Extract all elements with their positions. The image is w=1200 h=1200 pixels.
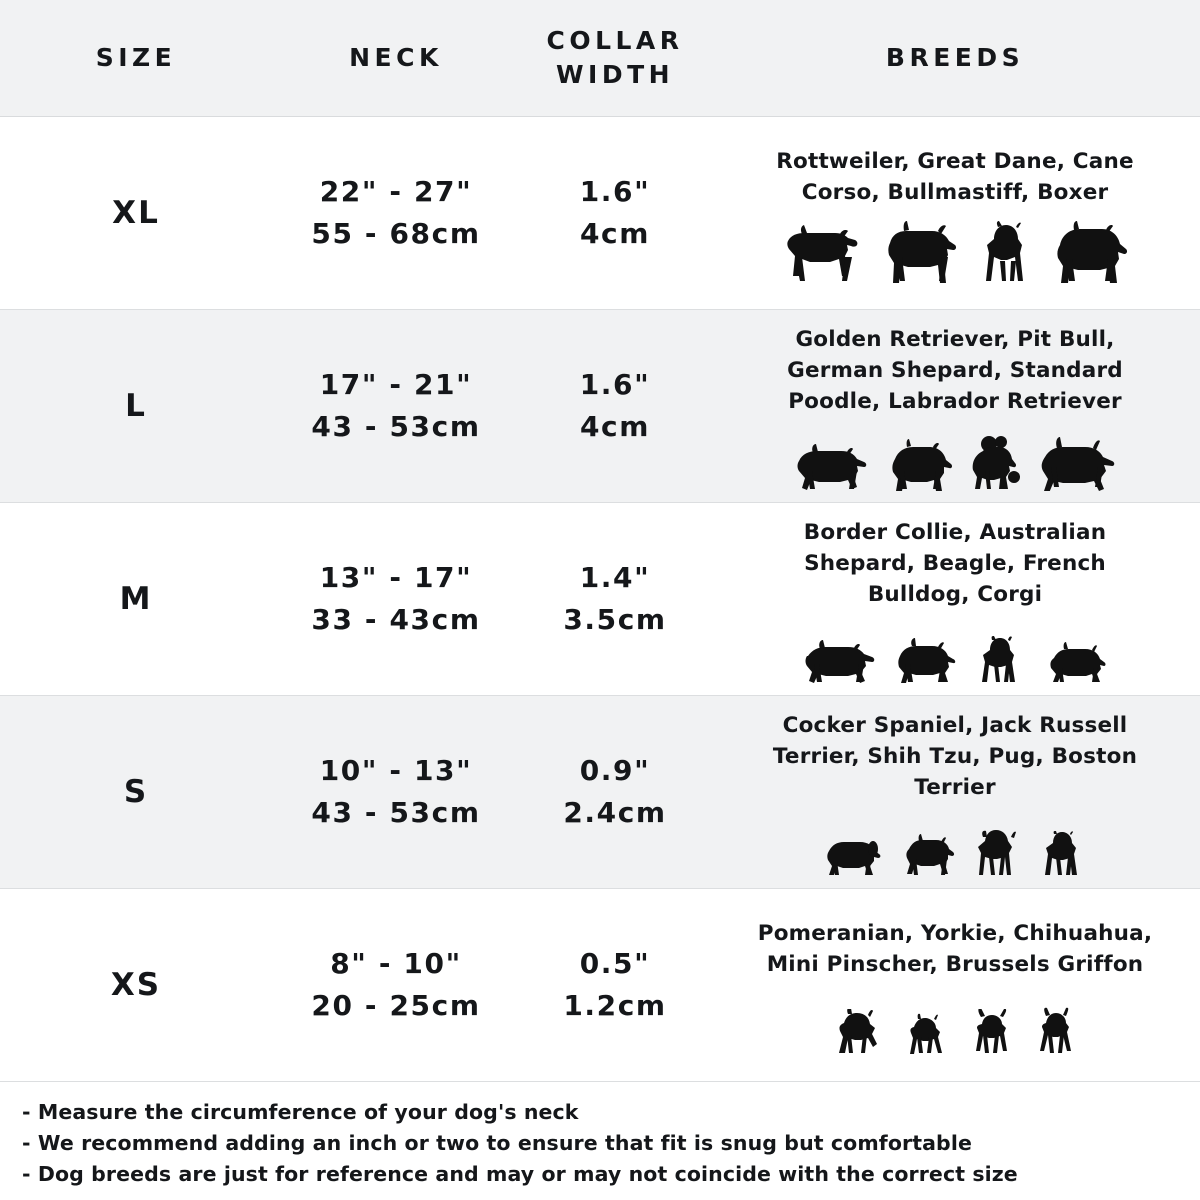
neck-cm: 55 - 68cm [311, 217, 481, 251]
rottweiler-silhouette [782, 223, 868, 283]
breed-silhouette-group [782, 217, 1128, 283]
size-label: XS [110, 967, 162, 1004]
breeds-cell [710, 889, 1200, 1081]
pomeranian-silhouette [830, 1009, 888, 1055]
bullmastiff-silhouette [1052, 221, 1128, 283]
note-measure: - Measure the circumference of your dog's neck [22, 1100, 579, 1125]
size-label: L [125, 388, 147, 425]
great-dane-silhouette [882, 221, 962, 283]
size-cell [0, 503, 272, 695]
column-header-breeds: BREEDS [885, 43, 1025, 73]
collar-width-cm: 4cm [579, 217, 651, 251]
cane-corso-silhouette [976, 221, 1038, 283]
golden-retriever-silhouette [793, 439, 871, 491]
chihuahua-silhouette [966, 1009, 1018, 1055]
neck-cm: 43 - 53cm [311, 410, 481, 444]
column-header-collar-width [520, 0, 710, 116]
shih-tzu-silhouette [971, 829, 1023, 877]
neck-cell [272, 503, 520, 695]
collar-width-inches: 1.6" [579, 175, 651, 209]
column-header-neck: NECK [349, 43, 443, 73]
collar-width-inches: 1.6" [579, 368, 651, 402]
neck-inches: 13" - 17" [319, 561, 473, 595]
german-shepard-silhouette [1037, 437, 1117, 491]
corgi-silhouette [1044, 642, 1108, 684]
breeds-cell [710, 117, 1200, 309]
table-row [0, 503, 1200, 696]
note-recommendation: - We recommend adding an inch or two to ensure that fit is snug but comfortable [22, 1131, 972, 1156]
breeds-list: Golden Retriever, Pit Bull, German Shepard, Standard Poodle, Labrador Retriever [787, 326, 1123, 414]
neck-cm: 43 - 53cm [311, 796, 481, 830]
table-body [0, 117, 1200, 1082]
collar-width-cell [520, 310, 710, 502]
neck-inches: 17" - 21" [319, 368, 473, 402]
size-cell [0, 889, 272, 1081]
breeds-list: Cocker Spaniel, Jack Russell Terrier, Shih Tzu, Pug, Boston Terrier [772, 712, 1138, 800]
breed-silhouette-group [821, 811, 1089, 877]
neck-cell [272, 117, 520, 309]
size-cell [0, 696, 272, 888]
neck-inches: 10" - 13" [319, 754, 473, 788]
beagle-silhouette [892, 638, 958, 684]
table-row [0, 310, 1200, 503]
poodle-silhouette [967, 435, 1023, 491]
column-header-collar-width-line1: COLLAR [546, 26, 684, 56]
neck-inches: 22" - 27" [319, 175, 473, 209]
cocker-spaniel-silhouette [821, 835, 885, 877]
size-label: XL [112, 195, 160, 232]
column-header-size: SIZE [95, 43, 177, 73]
breeds-list: Border Collie, Australian Shepard, Beagle, French Bulldog, Corgi [803, 519, 1107, 607]
collar-width-cm: 4cm [579, 410, 651, 444]
collar-width-cell [520, 889, 710, 1081]
pug-silhouette [1037, 831, 1089, 877]
collar-width-inches: 0.9" [579, 754, 651, 788]
neck-cm: 20 - 25cm [311, 989, 481, 1023]
mini-pinscher-silhouette [1032, 1007, 1080, 1055]
table-row [0, 889, 1200, 1082]
collar-width-inches: 1.4" [579, 561, 651, 595]
collar-width-cm: 2.4cm [563, 796, 667, 830]
size-label: S [123, 774, 149, 811]
collar-width-cell [520, 696, 710, 888]
neck-cell [272, 696, 520, 888]
jack-russell-terrier-silhouette [899, 833, 957, 877]
neck-cell [272, 889, 520, 1081]
size-cell [0, 117, 272, 309]
breeds-list: Pomeranian, Yorkie, Chihuahua, Mini Pinscher, Brussels Griffon [757, 921, 1153, 978]
neck-cm: 33 - 43cm [311, 603, 481, 637]
collar-width-cell [520, 117, 710, 309]
footer-notes [0, 1082, 1200, 1200]
collar-width-cell [520, 503, 710, 695]
collar-width-inches: 0.5" [579, 947, 651, 981]
breeds-cell [710, 503, 1200, 695]
neck-inches: 8" - 10" [330, 947, 462, 981]
breed-silhouette-group [793, 425, 1117, 491]
table-row [0, 696, 1200, 889]
pit-bull-silhouette [885, 439, 953, 491]
yorkie-silhouette [902, 1013, 952, 1055]
table-header-row [0, 0, 1200, 117]
breed-silhouette-group [802, 618, 1108, 684]
collar-width-cm: 1.2cm [563, 989, 667, 1023]
table-row [0, 117, 1200, 310]
breed-silhouette-group [830, 989, 1080, 1055]
size-cell [0, 310, 272, 502]
border-collie-silhouette [802, 638, 878, 684]
note-reference: - Dog breeds are just for reference and may or may not coincide with the correct size [22, 1162, 1018, 1187]
breeds-cell [710, 310, 1200, 502]
neck-cell [272, 310, 520, 502]
breeds-list: Rottweiler, Great Dane, Cane Corso, Bullmastiff, Boxer [776, 149, 1134, 206]
collar-width-cm: 3.5cm [563, 603, 667, 637]
breeds-cell [710, 696, 1200, 888]
size-label: M [119, 581, 153, 618]
column-header-collar-width-line2: WIDTH [555, 60, 675, 90]
french-bulldog-silhouette [972, 636, 1030, 684]
